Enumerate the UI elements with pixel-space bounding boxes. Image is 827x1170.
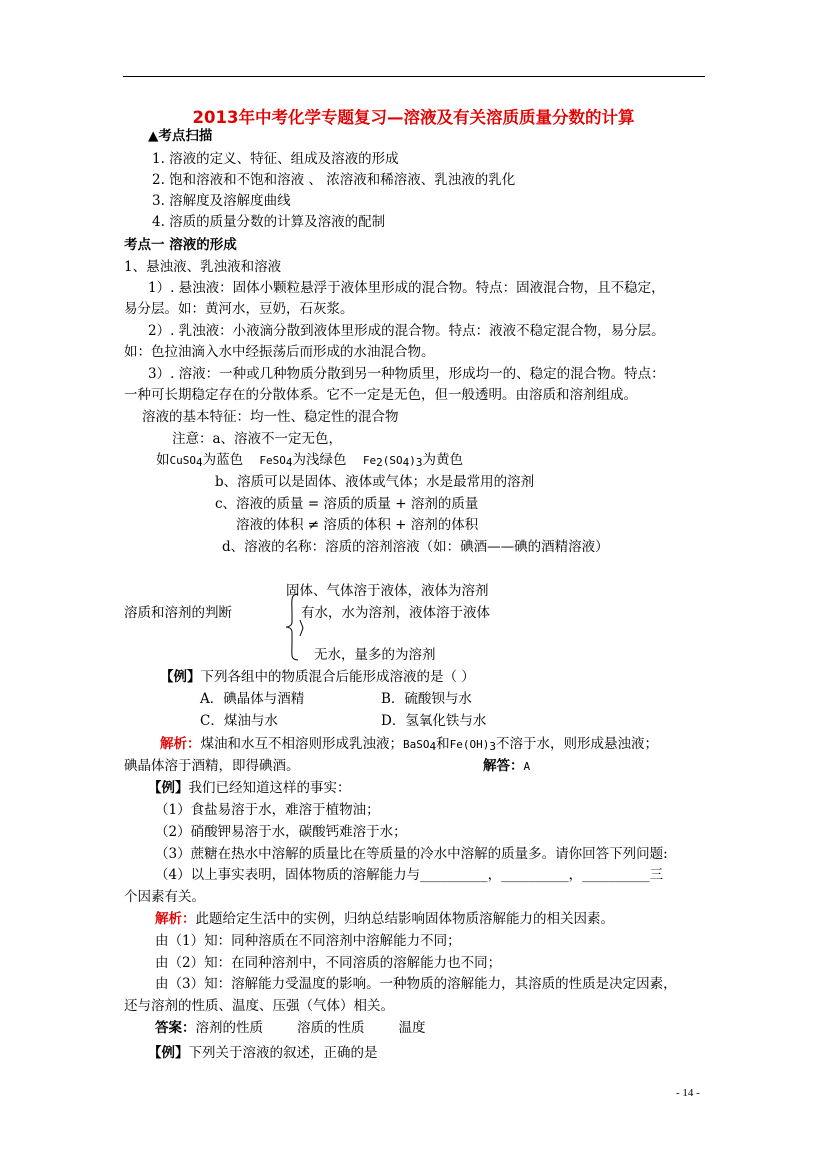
basic-feature: 溶液的基本特征：均一性、稳定性的混合物	[142, 409, 399, 425]
analysis-1: 解析：煤油和水互不相溶则形成乳浊液；BaSO$_4$和$Fe(OH)_3$不溶于水，则形成悬浊液；	[160, 736, 658, 753]
judge-rule-1: 固体、气体溶于液体，液体为溶剂	[286, 583, 489, 599]
fact-2: （2）硝酸钾易溶于水，碳酸钙难溶于水；	[155, 824, 407, 840]
option-b: B．硫酸钡与水	[381, 691, 472, 707]
reason-3-cont: 还与溶剂的性质、温度、压强（气体）相关。	[124, 998, 394, 1014]
scan-item-1: 1. 溶液的定义、特征、组成及溶液的形成	[152, 151, 399, 167]
color-examples: 如CuSO$_4$为蓝色 FeSO$_4$为浅绿色 $Fe_2(SO_4)_3$为黄色	[156, 452, 463, 469]
answer-1: 解答：A	[483, 758, 531, 774]
para-emulsion-1: 2）. 乳浊液：小液滴分散到液体里形成的混合物。特点：液液不稳定混合物，易分层。	[148, 323, 665, 339]
para-solution-2: 一种可长期稳定存在的分散体系。它不一定是无色，但一般透明。由溶质和溶剂组成。	[124, 387, 637, 403]
answer-2: 答案：溶剂的性质 溶质的性质 温度	[155, 1020, 426, 1036]
scan-item-3: 3. 溶解度及溶解度曲线	[152, 193, 291, 209]
para-emulsion-2: 如：色拉油滴入水中经振荡后而形成的水油混合物。	[124, 344, 435, 360]
example-question-1: 【例】下列各组中的物质混合后能形成溶液的是（ ）	[160, 669, 475, 685]
example-question-2: 【例】我们已经知道这样的事实：	[148, 780, 351, 796]
analysis-3: 解析：此题给定生活中的实例，归纳总结影响固体物质溶解能力的相关因素。	[155, 911, 614, 927]
page-number: - 14 -	[676, 1087, 700, 1099]
judge-label: 溶质和溶剂的判断	[124, 605, 232, 621]
option-a: A．碘晶体与酒精	[200, 691, 305, 707]
fact-4-cont: 个因素有关。	[124, 889, 205, 905]
fact-3: （3）蔗糖在热水中溶解的质量比在等质量的冷水中溶解的质量多。请你回答下列问题:	[155, 846, 668, 862]
scan-item-4: 4. 溶质的质量分数的计算及溶液的配制	[152, 214, 386, 230]
section-heading: 考点一 溶液的形成	[124, 237, 237, 253]
reason-2: 由（2）知：在同种溶剂中，不同溶质的溶解能力也不同；	[155, 955, 502, 971]
para-solution-1: 3）. 溶液：一种或几种物质分散到另一种物质里，形成均一的、稳定的混合物。特点：	[148, 366, 665, 382]
note-b: b、溶质可以是固体、液体或气体；水是最常用的溶剂	[215, 474, 535, 490]
reason-1: 由（1）知：同种溶质在不同溶剂中溶解能力不同；	[155, 933, 461, 949]
option-c: C．煤油与水	[200, 713, 278, 729]
note-c: c、溶液的质量 = 溶质的质量 + 溶剂的质量	[215, 496, 479, 512]
scan-item-2: 2. 饱和溶液和不饱和溶液 、 浓溶液和稀溶液、乳浊液的乳化	[152, 172, 516, 188]
analysis-2: 碘晶体溶于酒精，即得碘酒。	[124, 758, 300, 774]
note-d: d、溶液的名称：溶质的溶剂溶液（如：碘酒——碘的酒精溶液）	[222, 539, 609, 555]
example-question-3: 【例】下列关于溶液的叙述，正确的是	[148, 1045, 378, 1061]
para-suspension-1: 1）. 悬浊液：固体小颗粒悬浮于液体里形成的混合物。特点：固液混合物，且不稳定，	[148, 280, 665, 296]
scan-heading: ▲考点扫描	[148, 128, 213, 144]
fact-4: （4）以上事实表明，固体物质的溶解能力与__________，__________，__________三	[155, 867, 664, 883]
note-c2: 溶液的体积 ≠ 溶质的体积 + 溶剂的体积	[236, 517, 479, 533]
page-title: 2013年中考化学专题复习—溶液及有关溶质质量分数的计算	[192, 108, 635, 127]
header-rule	[123, 76, 705, 77]
note-a: 注意：a、溶液不一定无色，	[172, 431, 343, 447]
judge-rule-2: 有水，水为溶剂，液体溶于液体	[301, 605, 490, 621]
judge-rule-3: 无水，量多的为溶剂	[314, 647, 436, 663]
reason-3: 由（3）知：溶解能力受温度的影响。一种物质的溶解能力，其溶质的性质是决定因素，	[155, 976, 677, 992]
sub-heading: 1、悬浊液、乳浊液和溶液	[124, 259, 282, 275]
brace-icon	[284, 592, 304, 662]
para-suspension-2: 易分层。如：黄河水，豆奶，石灰浆。	[124, 301, 354, 317]
fact-1: （1）食盐易溶于水，难溶于植物油；	[155, 802, 380, 818]
option-d: D．氢氧化铁与水	[381, 713, 487, 729]
